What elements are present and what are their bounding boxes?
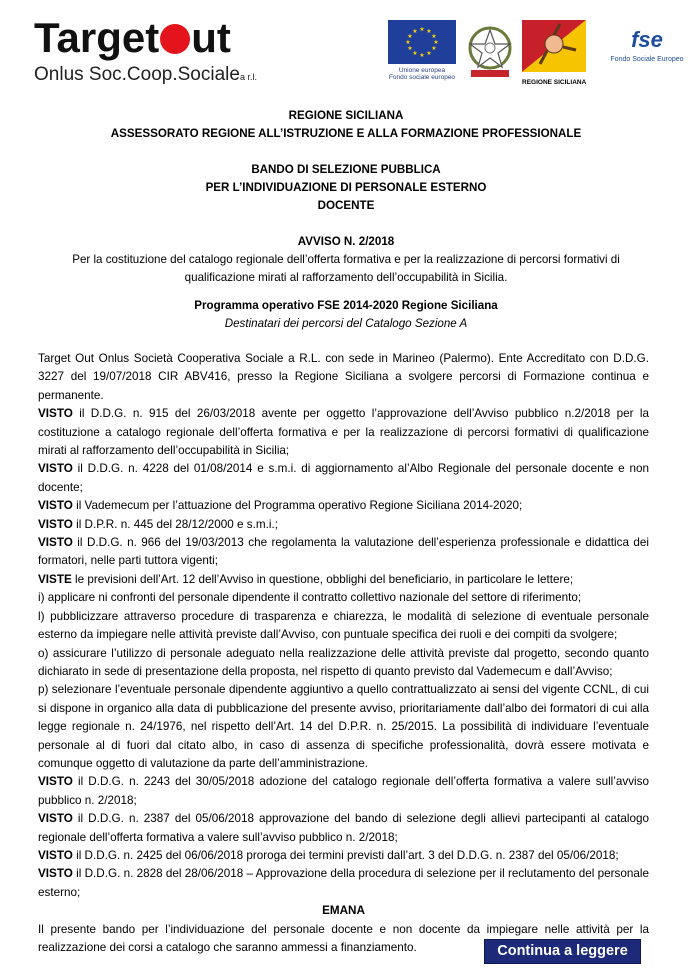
svg-text:★: ★ [431,45,437,52]
eu-caption-line1: Unione europea [398,67,446,74]
eu-caption-line2: Fondo sociale europeo [388,74,456,81]
visto-paragraph [38,516,649,534]
svg-text:★: ★ [433,39,439,46]
visto-label: VISTO [38,867,73,881]
continue-reading-button[interactable]: Continua a leggere [484,939,641,964]
svg-text:★: ★ [405,39,411,46]
eu-flag-logo [388,20,456,81]
bando-heading [20,161,672,215]
list-item-i: i) applicare ni confronti del personale dipendente il contratto collettivo nazionale del settore di riferimento; [38,591,582,605]
document-body [38,350,649,957]
svg-text:★: ★ [407,45,413,52]
visto-label: VISTO [38,499,73,513]
visto-label: VISTO [38,462,73,476]
logo-word-target: Target [34,14,160,61]
list-item-l: l) pubblicizzare attraverso procedure di trasparenza e chiarezza, le modalità di selezione di eventuale personale esterno da impiegare nelle attività previste dall’Avviso, con puntuale specifica dei ruoli e dei compiti da svolgere; [38,609,649,642]
viste-paragraph [38,571,649,589]
visto-text: il D.D.G. n. 915 del 26/03/2018 avente per oggetto l’approvazione dell’Avviso pubblico n.2/2018 per la costituzione a catalogo regionale dell’offerta formativa e per la realizzazione di percorsi formativi di qualificazione mirati al rafforzamento dell’occupabilità in Sicilia; [38,407,649,458]
heading-bando-3: DOCENTE [317,199,375,212]
visto-paragraph [38,865,649,902]
visto-label: VISTO [38,812,73,826]
list-item-o: o) assicurare l’utilizzo di personale adeguato nella realizzazione delle attività previste dal progetto, secondo quanto dichiarato in sede di presentazione della proposta, nel rispetto di quanto previsto dal Vademecum e dall’Avviso; [38,646,649,678]
viste-label: VISTE [38,572,72,586]
visto-paragraph [38,405,649,460]
fse-mark: fse [631,27,663,52]
svg-text:★: ★ [419,26,425,33]
svg-text:★: ★ [431,33,437,40]
sicily-caption: REGIONE SICILIANA [522,79,587,86]
visto-paragraph [38,534,649,571]
visto-paragraph [38,460,649,497]
programma-block [20,297,672,333]
logo-subtitle-text: Onlus Soc.Coop.Sociale [34,64,240,85]
visto-text: il D.D.G. n. 966 del 19/03/2013 che regolamenta la valutazione dell’esperienza professionale e didattica dei formatori, nelle parti tuttora vigenti; [38,536,649,568]
eu-caption [388,67,456,81]
heading-destinatari: Destinatari dei percorsi del Catalogo Sezione A [224,317,468,330]
trinacria-icon [522,20,586,72]
svg-text:★: ★ [412,50,418,57]
intro-paragraph: Target Out Onlus Società Cooperativa Sociale a R.L. con sede in Marineo (Palermo). Ente Accreditato con D.D.G. 3227 del 19/07/2018 CIR ABV416, presso la Regione Siciliana a svolgere percorsi di Formazione continua e permanente. [38,352,649,402]
visto-text: il D.D.G. n. 2828 del 28/06/2018 – Approvazione della procedura di selezione per il reclutamento del personale esterno; [38,867,649,899]
visto-paragraph [38,773,649,810]
logo-subtitle-suffix: a r.l. [239,72,257,82]
emana-heading: EMANA [322,904,365,918]
region-heading [20,107,672,143]
fse-caption: Fondo Sociale Europeo [610,56,684,63]
logo-subtitle [34,64,257,88]
avviso-description-2: qualificazione mirati al rafforzamento dell’occupabilità in Sicilia. [184,271,508,284]
target-out-logo [34,14,284,92]
heading-bando-1: BANDO DI SELEZIONE PUBBLICA [251,163,441,176]
visto-text: il D.D.G. n. 2387 del 05/06/2018 approvazione del bando di selezione degli allievi partecipanti al catalogo regionale dell’offerta formativa a valere sull’avviso pubblico n. 2/2018; [38,812,649,844]
visto-text: il Vademecum per l’attuazione del Programma operativo Regione Siciliana 2014-2020; [72,499,523,513]
visto-paragraph [38,847,649,865]
avviso-description-1: Per la costituzione del catalogo regionale dell’offerta formativa e per la realizzazione di percorsi formativi di [72,253,620,266]
svg-text:★: ★ [426,50,432,57]
fse-logo [608,28,686,64]
svg-text:★: ★ [419,52,425,59]
visto-paragraph [38,810,649,847]
visto-label: VISTO [38,848,73,862]
viste-text: le previsioni dell’Art. 12 dell’Avviso in questione, obblighi del beneficiario, in particolare le lettere; [71,572,574,586]
heading-region: REGIONE SICILIANA [288,109,404,122]
heading-programma: Programma operativo FSE 2014-2020 Regione Siciliana [194,299,498,312]
svg-text:★: ★ [412,28,418,35]
closing-paragraph: Il presente bando per l’individuazione del personale docente e non docente da impiegare nelle attività per la realizzazione dei corsi a catalogo che saranno ammessi a finanziamento. [38,922,649,954]
heading-avviso: AVVISO N. 2/2018 [297,235,395,248]
visto-text: il D.P.R. n. 445 del 28/12/2000 e s.m.i.; [72,517,278,531]
visto-label: VISTO [38,517,73,531]
svg-text:★: ★ [426,28,432,35]
visto-paragraph [38,497,649,515]
visto-text: il D.D.G. n. 2243 del 30/05/2018 adozione del catalogo regionale dell’offerta formativa a valere sull’avviso pubblico n. 2/2018; [38,775,649,807]
regione-siciliana-logo [522,20,586,86]
logo-wordmark [34,14,231,62]
svg-text:★: ★ [407,33,413,40]
visto-label: VISTO [38,536,73,550]
visto-label: VISTO [38,775,73,789]
heading-assessorato: ASSESSORATO REGIONE ALL’ISTRUZIONE E ALLA FORMAZIONE PROFESSIONALE [110,127,582,140]
avviso-block [20,233,672,287]
italian-republic-emblem-icon [465,20,515,82]
heading-bando-2: PER L’INDIVIDUAZIONE DI PERSONALE ESTERNO [205,181,487,194]
list-item-p: p) selezionare l’eventuale personale dipendente aggiuntivo a quello contrattualizzato ai sensi del vigente CCNL, di cui si dispone in organico alla data di pubblicazione del presente avviso, prioritariamente dall’albo dei formatori di cui alla legge regionale n. 24/1976, nel rispetto dell’Art. 14 del D.P.R. n. 25/2015. La possibilità di individuare l’eventuale personale al di fuori dal citato albo, in caso di assenza di specifiche professionalità, dovrà essere motivata e comunque oggetto di valutazione da parte dell’amministrazione. [38,683,649,770]
visto-text: il D.D.G. n. 4228 del 01/08/2014 e s.m.i. di aggiornamento al’Albo Regionale del personale docente e non docente; [38,462,649,494]
eu-flag-icon [388,20,456,64]
logo-red-circle [160,24,190,54]
visto-label: VISTO [38,407,73,421]
visto-text: il D.D.G. n. 2425 del 06/06/2018 proroga dei termini previsti dall’art. 3 del D.D.G. n. 2387 del 05/06/2018; [72,848,619,862]
logo-word-ut: ut [191,14,231,61]
